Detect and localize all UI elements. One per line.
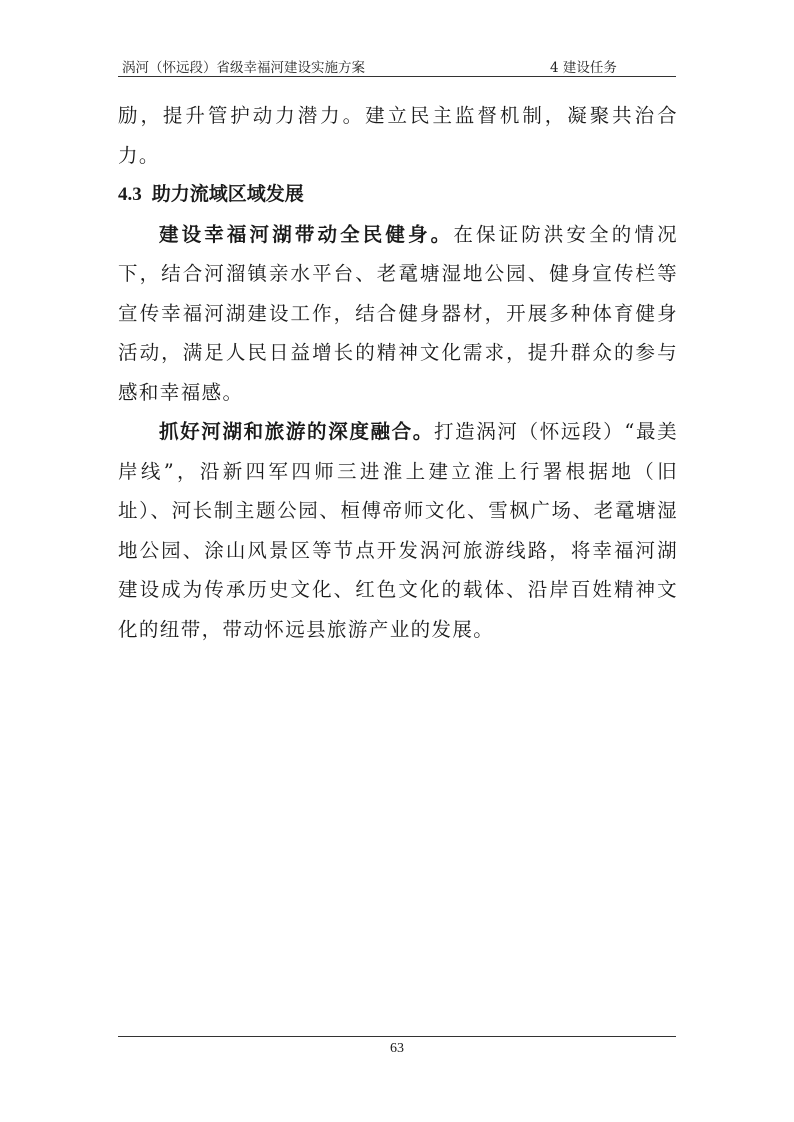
paragraph-tourism-text: 打造涡河（怀远段）“最美岸线”，沿新四军四师三进淮上建立淮上行署根据地（旧址）、河长制主题公园、桓傅帝师文化、雪枫广场、老鼋塘湿地公园、涂山风景区等节点开发涡河旅游线路，将幸福河湖建设成为传承历史文化、红色文化的载体、沿岸百姓精神文化的纽带，带动怀远县旅游产业的发展。	[118, 420, 678, 641]
page-body	[118, 96, 678, 649]
page-header	[118, 52, 676, 77]
paragraph-fitness	[118, 215, 678, 413]
paragraph-tourism	[118, 412, 678, 649]
chapter-label: 4 建设任务	[550, 60, 617, 76]
continuation-paragraph: 励，提升管护动力潜力。建立民主监督机制，凝聚共治合力。	[118, 104, 678, 167]
paragraph-fitness-text: 在保证防洪安全的情况下，结合河溜镇亲水平台、老鼋塘湿地公园、健身宣传栏等宣传幸福河湖建设工作，结合健身器材，开展多种体育健身活动，满足人民日益增长的精神文化需求，提升群众的参与感和幸福感。	[118, 222, 678, 404]
section-number: 4.3	[118, 184, 142, 205]
paragraph-fitness-lead: 建设幸福河湖带动全民健身。	[159, 222, 454, 246]
section-heading	[118, 175, 678, 215]
page-footer	[118, 1036, 676, 1057]
paragraph-tourism-lead: 抓好河湖和旅游的深度融合。	[159, 420, 434, 443]
document-title: 涡河（怀远段）省级幸福河建设实施方案	[122, 60, 365, 76]
page-number: 63	[390, 1041, 404, 1056]
section-title: 助力流域区域发展	[151, 183, 304, 205]
